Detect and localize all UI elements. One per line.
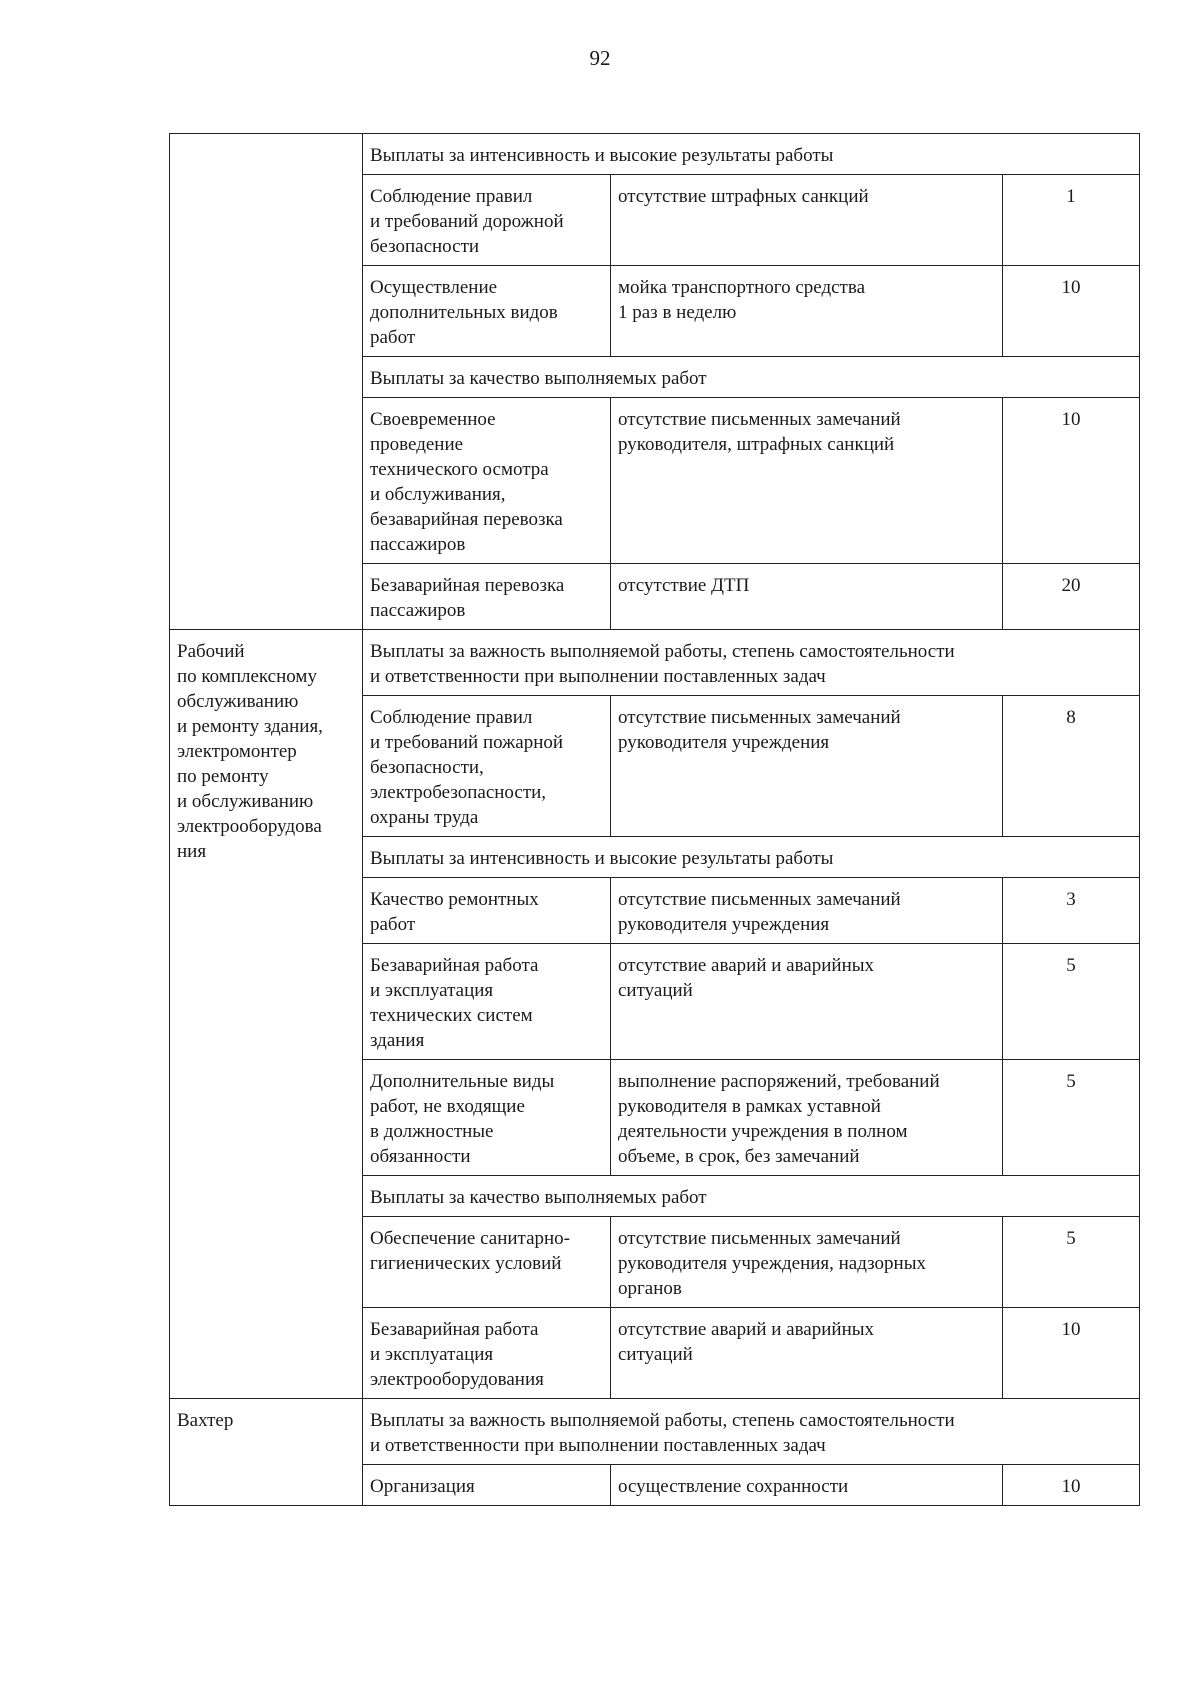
points-cell: 10 — [1003, 266, 1140, 357]
criterion-cell: Безаварийная работа и эксплуатация электрооборудования — [363, 1308, 611, 1399]
points-cell: 5 — [1003, 1217, 1140, 1308]
condition-cell: отсутствие аварий и аварийных ситуаций — [611, 944, 1003, 1060]
section-row — [170, 630, 1140, 696]
points-cell: 8 — [1003, 696, 1140, 837]
criterion-cell: Соблюдение правил и требований дорожной безопасности — [363, 175, 611, 266]
condition-cell: отсутствие ДТП — [611, 564, 1003, 630]
page-number: 92 — [589, 46, 611, 70]
section-heading: Выплаты за важность выполняемой работы, степень самостоятельности и ответственности при выполнении поставленных задач — [363, 630, 1140, 696]
criterion-cell: Обеспечение санитарно- гигиенических условий — [363, 1217, 611, 1308]
points-cell: 5 — [1003, 944, 1140, 1060]
condition-cell: отсутствие письменных замечаний руководителя учреждения, надзорных органов — [611, 1217, 1003, 1308]
section-heading: Выплаты за важность выполняемой работы, степень самостоятельности и ответственности при выполнении поставленных задач — [363, 1399, 1140, 1465]
condition-cell: выполнение распоряжений, требований руководителя в рамках уставной деятельности учреждения в полном объеме, в срок, без замечаний — [611, 1060, 1003, 1176]
points-cell: 10 — [1003, 398, 1140, 564]
criterion-cell: Безаварийная работа и эксплуатация технических систем здания — [363, 944, 611, 1060]
section-heading: Выплаты за интенсивность и высокие результаты работы — [363, 134, 1140, 175]
position-cell: Вахтер — [170, 1399, 363, 1506]
section-heading: Выплаты за интенсивность и высокие результаты работы — [363, 837, 1140, 878]
section-row — [170, 1399, 1140, 1465]
condition-cell: отсутствие аварий и аварийных ситуаций — [611, 1308, 1003, 1399]
points-cell: 1 — [1003, 175, 1140, 266]
points-cell: 3 — [1003, 878, 1140, 944]
points-cell: 5 — [1003, 1060, 1140, 1176]
criterion-cell: Соблюдение правил и требований пожарной безопасности, электробезопасности, охраны труда — [363, 696, 611, 837]
section-heading: Выплаты за качество выполняемых работ — [363, 357, 1140, 398]
criterion-cell: Своевременное проведение технического осмотра и обслуживания, безаварийная перевозка пассажиров — [363, 398, 611, 564]
position-cell: Рабочий по комплексному обслуживанию и ремонту здания, электромонтер по ремонту и обслуживанию электрооборудова ния — [170, 630, 363, 1399]
points-cell: 10 — [1003, 1308, 1140, 1399]
criteria-table — [169, 133, 1140, 1506]
criterion-cell: Осуществление дополнительных видов работ — [363, 266, 611, 357]
condition-cell: отсутствие письменных замечаний руководителя учреждения — [611, 878, 1003, 944]
points-cell: 20 — [1003, 564, 1140, 630]
section-row — [170, 134, 1140, 175]
condition-cell: отсутствие письменных замечаний руководителя, штрафных санкций — [611, 398, 1003, 564]
criterion-cell: Безаварийная перевозка пассажиров — [363, 564, 611, 630]
section-heading: Выплаты за качество выполняемых работ — [363, 1176, 1140, 1217]
condition-cell: отсутствие штрафных санкций — [611, 175, 1003, 266]
condition-cell: отсутствие письменных замечаний руководителя учреждения — [611, 696, 1003, 837]
condition-cell: осуществление сохранности — [611, 1465, 1003, 1506]
criterion-cell: Дополнительные виды работ, не входящие в должностные обязанности — [363, 1060, 611, 1176]
position-cell — [170, 134, 363, 630]
condition-cell: мойка транспортного средства 1 раз в неделю — [611, 266, 1003, 357]
criterion-cell: Организация — [363, 1465, 611, 1506]
points-cell: 10 — [1003, 1465, 1140, 1506]
criterion-cell: Качество ремонтных работ — [363, 878, 611, 944]
